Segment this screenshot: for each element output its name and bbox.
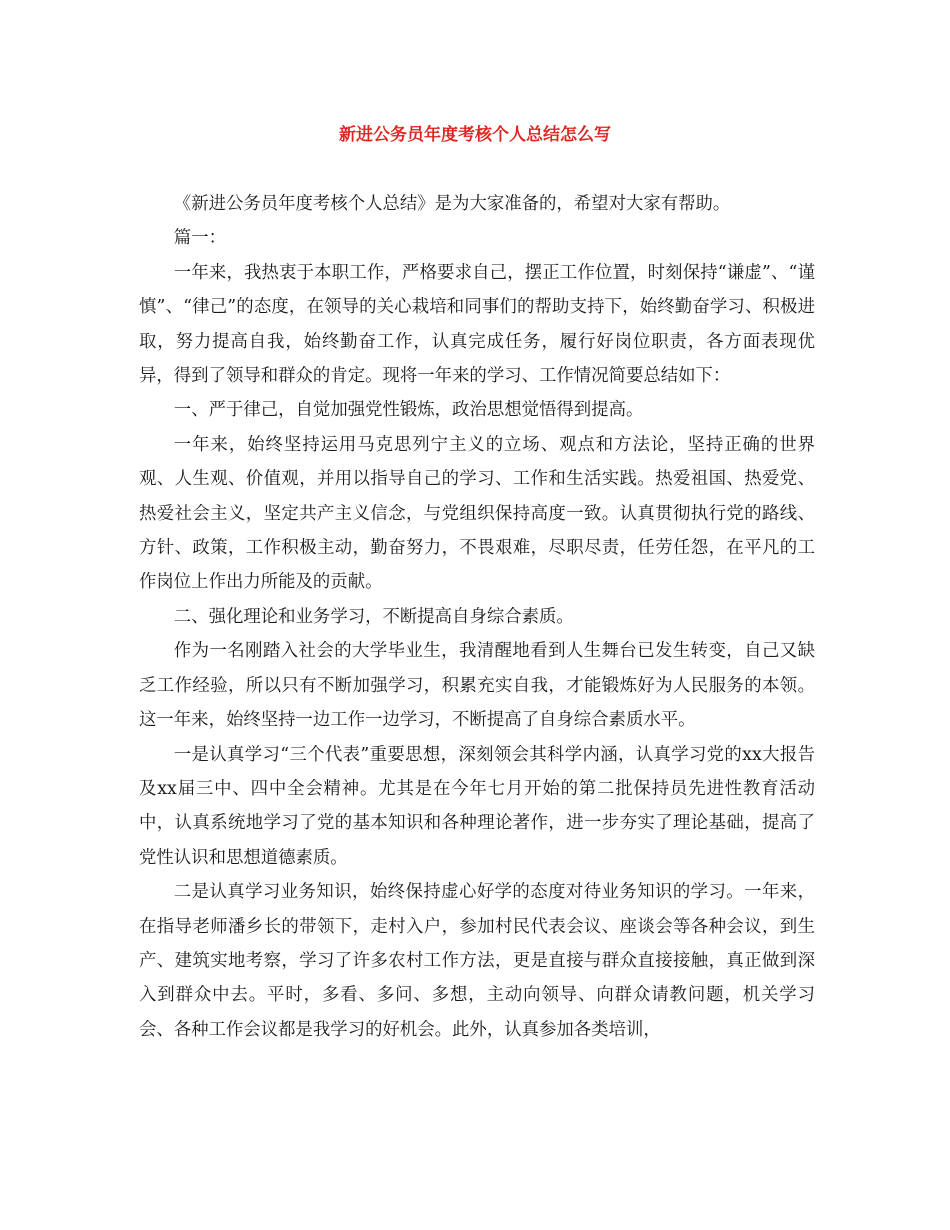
section-label: 篇一：	[173, 228, 226, 249]
body-paragraph: 一年来，我热衷于本职工作，严格要求自己，摆正工作位置，时刻保持“谦虚”、“谨慎”、“律己”的态度，在领导的关心栽培和同事们的帮助支持下，始终勤奋学习、积极进取，努力提高自我，始终勤奋工作，认真完成任务，履行好岗位职责，各方面表现优异，得到了领导和群众的肯定。现将一年来的学习、工作情况简要总结如下：	[139, 262, 815, 387]
document-title: 新进公务员年度考核个人总结怎么写	[339, 125, 611, 145]
body-paragraph: 一年来，始终坚持运用马克思列宁主义的立场、观点和方法论，坚持正确的世界观、人生观、价值观，并用以指导自己的学习、工作和生活实践。热爱祖国、热爱党、热爱社会主义，坚定共产主义信念，与党组织保持高度一致。认真贯彻执行党的路线、方针、政策，工作积极主动，勤奋努力，不畏艰难，尽职尽责，任劳任怨，在平凡的工作岗位上作出力所能及的贡献。	[139, 434, 815, 593]
section-heading: 一、严于律己，自觉加强党性锻炼，政治思想觉悟得到提高。	[173, 400, 644, 421]
section-heading: 二、强化理论和业务学习，不断提高自身综合素质。	[173, 606, 574, 627]
body-paragraph: 一是认真学习“三个代表”重要思想，深刻领会其科学内涵，认真学习党的xx大报告及xx届三中、四中全会精神。尤其是在今年七月开始的第二批保持员先进性教育活动中，认真系统地学习了党的基本知识和各种理论著作，进一步夯实了理论基础，提高了党性认识和思想道德素质。	[139, 744, 815, 868]
body-paragraph: 二是认真学习业务知识，始终保持虚心好学的态度对待业务知识的学习。一年来，在指导老师潘乡长的带领下，走村入户，参加村民代表会议、座谈会等各种会议，到生产、建筑实地考察，学习了许多农村工作方法，更是直接与群众直接接触，真正做到深入到群众中去。平时，多看、多问、多想，主动向领导、向群众请教问题，机关学习会、各种工作会议都是我学习的好机会。此外，认真参加各类培训，	[139, 882, 815, 1040]
document-body	[139, 187, 815, 1047]
body-paragraph: 作为一名刚踏入社会的大学毕业生，我清醒地看到人生舞台已发生转变，自己又缺乏工作经验，所以只有不断加强学习，积累充实自我，才能锻炼好为人民服务的本领。这一年来，始终坚持一边工作一边学习，不断提高了自身综合素质水平。	[139, 641, 815, 731]
intro-paragraph: 《新进公务员年度考核个人总结》是为大家准备的，希望对大家有帮助。	[173, 194, 731, 214]
